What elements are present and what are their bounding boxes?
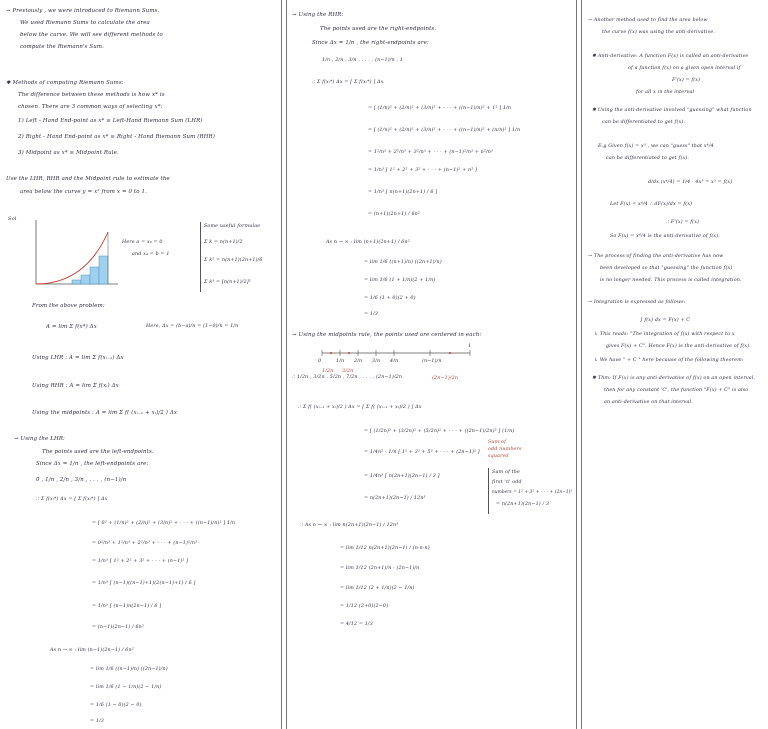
rhr-step: = [ (1/n)² + (2/n)² + (3/n)² + · · · + ((n−1)/n)² + 1² ] 1/n — [368, 106, 512, 111]
integration-note: → Integration is expressed as follows: — [588, 300, 686, 305]
rhr-step: = 1²/n³ + 2²/n³ + 3²/n³ + · · · + (n−1)²/n³ + n²/n³ — [368, 150, 494, 155]
reads-note: ↳ This reads: "The integration of f(x) with respect to x — [594, 332, 735, 337]
lhr-step: = 1/n³ [ 1² + 2² + 3² + · · · + (n−1)² ] — [92, 559, 189, 564]
example-question: Use the LHR, RHR and the Midpoint rule to estimate the — [6, 176, 170, 182]
theorem: ✱ Thm: If F(x) is any anti-derivative of f(x) on an open interval, — [592, 376, 756, 381]
lhr-step: = (n−1)(2n−1) / 6n² — [92, 625, 144, 630]
intro-line: → Previously , we were introduced to Riemann Sums. — [6, 8, 160, 14]
odd-sum-note: odd numbers — [488, 447, 522, 452]
example-step: d/dx (x⁴/4) = 1/4 · 4x³ = x³ = f(x) — [648, 180, 733, 185]
midpoint-title: → Using the midpoints rule, the points used are centered in each: — [292, 332, 482, 338]
process-note: been developed so that "guessing" the function f(x) — [600, 266, 733, 271]
midpoint-red-label: 1/2n — [322, 369, 334, 374]
rhr-title: → Using the RHR: — [292, 12, 344, 18]
mid-limit: = 4/12 = 1/3 — [340, 622, 373, 627]
example-step: So F(x) = x⁴/4 is the anti-derivative of f(x). — [610, 234, 720, 239]
midpoint-number-line — [320, 348, 480, 358]
formula: Σ k² = n(n+1)(2n+1)/6 — [204, 258, 263, 263]
lhr-limit: = 1/3 — [90, 719, 105, 724]
rhr-step: = (n+1)(2n+1) / 6n² — [368, 212, 420, 217]
area-definition: A = lim Σ f(x*) Δx — [46, 324, 97, 330]
axis-label: (n−1)/n — [422, 359, 442, 364]
delta-x-def: Here, Δx = (b−a)/n = (1−0)/n = 1/n — [146, 324, 239, 329]
midpoint-red-label: 3/2n — [342, 369, 354, 374]
formula: Σ k = n(n+1)/2 — [204, 240, 243, 245]
column-divider-1 — [281, 0, 287, 729]
methods-text: The difference between these methods is how x* is — [18, 92, 165, 98]
anti-definition: for all x in the interval — [636, 90, 695, 95]
axis-label: 4/n — [390, 359, 399, 364]
method-item: 3) Midpoint as x* ≡ Midpoint Rule. — [18, 150, 119, 156]
lhr-points: 0 , 1/n , 2/n , 3/n , . . . , (n−1)/n — [36, 477, 127, 483]
rhr-text: Since Δx = 1/n , the right-endpoints are: — [312, 40, 429, 46]
methods-text: chosen. There are 3 common ways of selecting x*: — [18, 104, 163, 110]
integral-formula: ∫ f(x) dx = F(x) + C — [640, 318, 691, 323]
rhr-text: The points used are the right-endpoints. — [320, 26, 437, 32]
notes-column-3 — [588, 8, 764, 729]
rhr-step: = 1/n³ [ 1² + 2² + 3² + · · · + (n−1)² + n² ] — [368, 168, 478, 173]
lhr-step: ∴ Σ f(xᵢ*) Δx = [ Σ f(xᵢ*) ] Δx — [36, 497, 108, 502]
odd-sum-text: numbers = 1² + 3² + · · · + (2n−1)² — [492, 490, 573, 495]
odd-sum-text: = n(2n+1)(2n−1) / 3 — [496, 502, 550, 507]
mid-limit: = lim 1/12 (2n+1)/n · (2n−1)/n — [340, 566, 420, 571]
lhr-limit: As n → ∞ : lim (n−1)(2n−1) / 6n² — [50, 648, 134, 653]
axis-label: 0 — [318, 359, 322, 364]
axis-label: 1/n — [336, 359, 345, 364]
mid-step: = 1/4n³ [ n(2n+1)(2n−1) / 3 ] — [364, 474, 440, 479]
odd-sum-note: Sum of — [488, 440, 507, 445]
rhr-step: = 1/n³ [ n(n+1)(2n+1) / 6 ] — [368, 190, 438, 195]
solution-label: Sol — [8, 216, 17, 222]
example-step: ∴ F'(x) = f(x) — [666, 220, 700, 225]
process-note: → The process of finding the anti-derivative has now — [588, 254, 724, 259]
lhr-text: Since Δx = 1/n , the left-endpoints are: — [36, 461, 149, 467]
rhr-step: = [ (1/n)² + (2/n)² + (3/n)² + · · · + ((n−1)/n)² + (n/n)² ] 1/n — [368, 128, 521, 133]
methods-title: ✱ Methods of computing Riemann Sums: — [6, 80, 124, 86]
axis-label: 1 — [468, 344, 472, 349]
mid-step: = 1/4n² · 1/n [ 1² + 3² + 5² + · · · + (2n−1)² ] — [364, 450, 480, 455]
anti-definition: F'(x) = f(x) — [672, 78, 701, 83]
odd-sum-text: first 'n' odd — [492, 480, 522, 485]
lhr-step: = [ 0² + (1/n)² + (2/n)² + (3/n)² + · · · + ((n−1)/n)² ] 1/n — [92, 521, 236, 526]
rhr-step: ∴ Σ f(xᵢ*) Δx = [ Σ f(xᵢ*) ] Δx — [312, 80, 384, 85]
lhr-step: = 1/n³ [ (n−1)n(2n−1) / 6 ] — [92, 604, 162, 609]
mid-step: ∴ Σ f( (xᵢ₋₁ + xᵢ)/2 ) Δx = [ Σ f( (xᵢ₋₁ + xᵢ)/2 ) ] Δx — [298, 405, 422, 410]
lhr-step: = 0²/n³ + 1²/n³ + 2²/n³ + · · · + (n−1)²/n³ — [92, 541, 198, 546]
axis-label: 3/n — [372, 359, 381, 364]
example-question: area below the curve y = x² from x = 0 to 1. — [20, 189, 147, 195]
riemann-graph — [30, 218, 120, 292]
intro-line: We used Riemann Sums to calculate the area — [20, 20, 150, 26]
rhr-limit: = lim 1/6 ((n+1)/n) ((2n+1)/n) — [364, 260, 442, 265]
lhr-limit: = lim 1/6 ((n−1)/n) ((2n−1)/n) — [90, 667, 168, 672]
method-item: 2) Right - Hand End-point as x* ≡ Right - Hand Riemann Sum (RHR) — [18, 134, 215, 140]
mid-limit: = lim 1/12 (2 + 1/n)(2 − 1/n) — [340, 586, 415, 591]
process-note: is no longer needed. This process is called integration. — [600, 278, 742, 283]
anti-intro: the curve f(x) was using the anti-derivative. — [602, 30, 715, 35]
lhr-step: = 1/n³ [ (n−1)((n−1)+1)(2(n−1)+1) / 6 ] — [92, 581, 196, 586]
reads-note: ↳ We have " + C " here because of the following theorem: — [594, 358, 744, 363]
midpoint-points: ∴ 1/2n , 3/2n , 5/2n , 7/2n , . . . , (2n−1)/2n — [292, 375, 403, 380]
reads-note: gives F(x) + C". Hence F(x) is the anti-derivative of f(x). — [606, 344, 751, 349]
from-above: From the above problem: — [32, 303, 105, 309]
mid-limit: = 1/12 (2+0)(2−0) — [340, 604, 389, 609]
anti-definition: ✱ Anti-derivative: A function F(x) is called an anti-derivative — [592, 54, 749, 59]
odd-sum-note: squared — [488, 454, 509, 459]
guessing-note: ✱ Using the anti-derivative involved "guessing" what function — [592, 108, 752, 113]
intro-line: compute the Riemann's Sum. — [20, 44, 105, 50]
odd-sum-text: Sum of the — [492, 470, 520, 475]
example-text: can be differentiated to get f(x). — [606, 156, 690, 161]
using-rhr: Using RHR : A = lim Σ f(xᵢ) Δx — [32, 383, 119, 389]
mid-step: = [ (1/2n)² + (3/2n)² + (5/2n)² + · · · + ((2n−1)/2n)² ] (1/n) — [364, 429, 515, 434]
lhr-title: → Using the LHR: — [14, 436, 65, 442]
method-item: 1) Left - Hand End-point as x* ≡ Left-Hand Riemann Sum (LHR) — [18, 118, 203, 124]
graph-label: Here a = x₀ = 0 — [122, 240, 163, 245]
theorem: an anti-derivative on that interval. — [604, 400, 693, 405]
graph-label: and x₄ = b = 1 — [132, 252, 170, 257]
formula: Σ k³ = [n(n+1)/2]² — [204, 280, 251, 285]
theorem: then for any constant 'C', the function "F(x) + C" is also — [604, 388, 749, 393]
midpoint-red-label: (2n−1)/2n — [432, 376, 459, 381]
mid-limit: ∴ As n → ∞ : lim n(2n+1)(2n−1) / 12n³ — [300, 523, 399, 528]
rhr-limit: = lim 1/6 (1 + 1/n)(2 + 1/n) — [364, 278, 436, 283]
notes-column-2 — [292, 8, 572, 729]
using-midpoints: Using the midpoints : A = lim Σ f( (xᵢ₋₁ + xᵢ)/2 ) Δx — [32, 410, 178, 416]
formula-title: Some useful formulae — [204, 224, 261, 229]
notes-column-1 — [6, 8, 274, 729]
example-step: Let F(x) = x⁴/4 ∴ dF(x)/dx = f(x) — [610, 202, 693, 207]
rhr-limit: As n → ∞ : lim (n+1)(2n+1) / 6n² — [326, 240, 410, 245]
using-lhr: Using LHR : A = lim Σ f(xᵢ₋₁) Δx — [32, 355, 124, 361]
rhr-limit: = 1/6 (1 + 0)(2 + 0) — [364, 296, 416, 301]
mid-step: = n(2n+1)(2n−1) / 12n³ — [364, 496, 426, 501]
lhr-limit: = lim 1/6 (1 − 1/n)(2 − 1/n) — [90, 685, 162, 690]
mid-limit: = lim 1/12 n(2n+1)(2n−1) / (n·n·n) — [340, 546, 430, 551]
rhr-limit: = 1/3 — [364, 312, 379, 317]
rhr-points: 1/n , 2/n , 3/n , . . . , (n−1)/n , 1 — [322, 58, 403, 63]
example-text: E.g Given f(x) = x³ , we can "guess" that x⁴/4 — [598, 144, 714, 149]
intro-line: below the curve. We will see different methods to — [20, 32, 163, 38]
axis-label: 2/n — [354, 359, 363, 364]
anti-intro: → Another method used to find the area below — [588, 18, 708, 23]
lhr-text: The points used are the left-endpoints. — [42, 449, 154, 455]
anti-definition: of a function f(x) on a given open interval if — [628, 66, 741, 71]
lhr-limit: = 1/6 (1 − 0)(2 − 0) — [90, 703, 142, 708]
column-divider-2 — [576, 0, 582, 729]
guessing-note: can be differentiated to get f(x). — [602, 120, 686, 125]
